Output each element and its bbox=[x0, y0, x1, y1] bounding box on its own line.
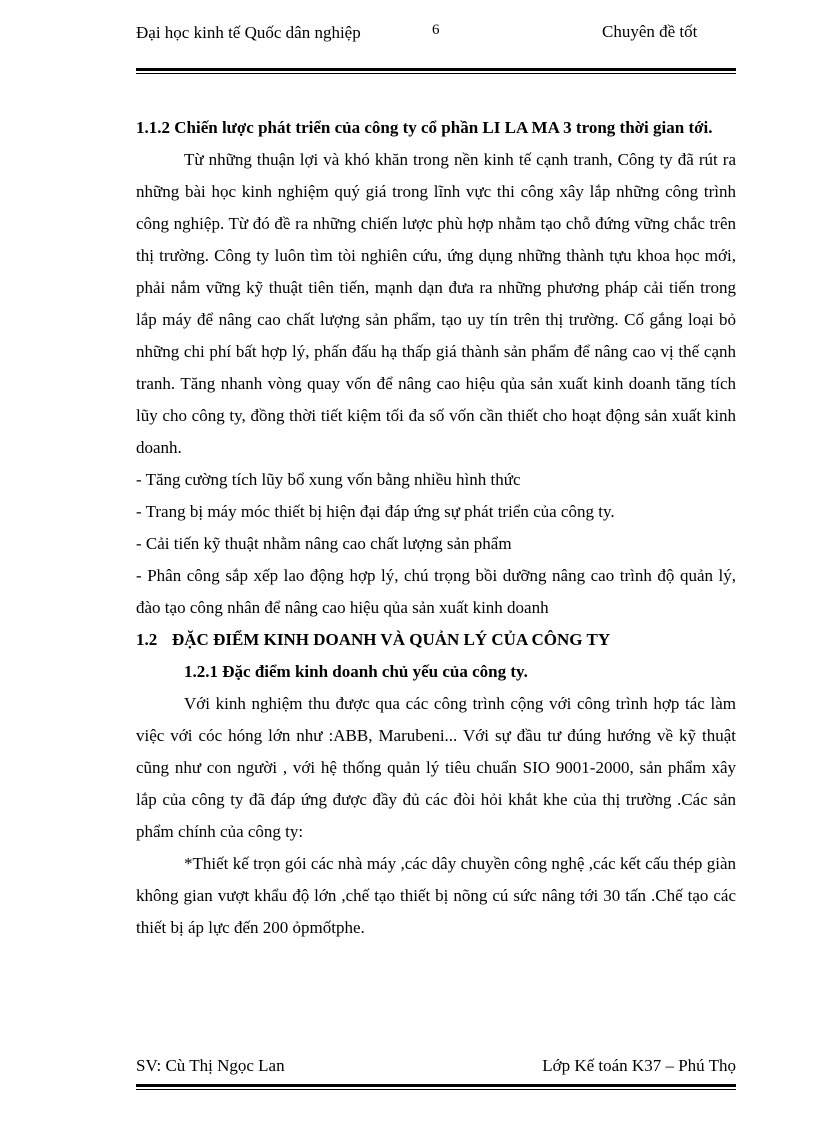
page-number: 6 bbox=[432, 22, 440, 38]
page-header bbox=[136, 22, 736, 66]
footer-class: Lớp Kế toán K37 – Phú Thọ bbox=[542, 1056, 736, 1075]
paragraph-strategy: Từ những thuận lợi và khó khăn trong nền kinh tế cạnh tranh, Công ty đã rút ra những bài học kinh nghiệm quý giá trong lĩnh vực thi công xây lắp những công trình công nghiệp. Từ đó đề ra những chiến lược phù hợp nhằm tạo chỗ đứng vững chắc trên thị trường. Công ty luôn tìm tòi nghiên cứu, ứng dụng những thành tựu khoa học mới, phải nắm vững kỹ thuật tiên tiến, mạnh dạn đưa ra những phương pháp cải tiến trong lắp máy để nâng cao chất lượng sản phẩm, tạo uy tín trên thị trường. Cố gắng loại bỏ những chi phí bất hợp lý, phấn đấu hạ thấp giá thành sản phẩm để nâng cao vị thế cạnh tranh. Tăng nhanh vòng quay vốn để nâng cao hiệu qủa sản xuất kinh doanh tăng tích lũy cho công ty, đồng thời tiết kiệm tối đa số vốn cần thiết cho hoạt động sản xuất kinh doanh. bbox=[136, 150, 736, 457]
section-title-121: 1.2.1 Đặc điểm kinh doanh chủ yếu của công ty. bbox=[184, 662, 528, 681]
bullet-item: - Tăng cường tích lũy bổ xung vốn bằng nhiều hình thức bbox=[136, 470, 521, 489]
paragraph-business: Với kinh nghiệm thu được qua các công trình cộng với công trình hợp tác làm việc với cóc hóng lớn như :ABB, Marubeni... Với sự đầu tư đúng hướng về kỹ thuật cũng như con người , với hệ thống quản lý tiêu chuẩn SIO 9001-2000, sản phẩm xây lắp của công ty đã đáp ứng được đầy đủ các đòi hỏi khắt khe của thị trường .Các sản phẩm chính của công ty: bbox=[136, 694, 736, 841]
footer-rule-thin bbox=[136, 1089, 736, 1090]
paragraph-products: *Thiết kế trọn gói các nhà máy ,các dây chuyền công nghệ ,các kết cấu thép giàn không gian vượt khẩu độ lớn ,chế tạo thiết bị nõng cú sức nâng tới 30 tấn .Chế tạo các thiết bị áp lực đến 200 ỏpmốtphe. bbox=[136, 854, 736, 937]
footer-student: SV: Cù Thị Ngọc Lan bbox=[136, 1056, 285, 1075]
bullet-item: - Trang bị máy móc thiết bị hiện đại đáp ứng sự phát triển của công ty. bbox=[136, 502, 615, 521]
bullet-item: - Cải tiến kỹ thuật nhằm nâng cao chất lượng sản phẩm bbox=[136, 534, 512, 553]
section-12-title: ĐẶC ĐIỂM KINH DOANH VÀ QUẢN LÝ CỦA CÔNG TY bbox=[172, 630, 611, 649]
page-body bbox=[136, 112, 736, 944]
header-rule-thick bbox=[136, 68, 736, 71]
header-university: Đại học kinh tế Quốc dân nghiệp bbox=[136, 23, 361, 42]
bullet-item: - Phân công sắp xếp lao động hợp lý, chú trọng bồi dưỡng nâng cao trình độ quản lý, đào tạo công nhân để nâng cao hiệu qủa sản xuất kinh doanh bbox=[136, 566, 736, 617]
section-heading-12 bbox=[136, 624, 736, 656]
section-12-number: 1.2 bbox=[136, 630, 158, 649]
footer-rule-thick bbox=[136, 1084, 736, 1087]
section-title-112: 1.1.2 Chiến lược phát triển của công ty cổ phần LI LA MA 3 trong thời gian tới. bbox=[136, 118, 713, 137]
header-rule-thin bbox=[136, 73, 736, 74]
header-report-type: Chuyên đề tốt bbox=[602, 22, 698, 41]
